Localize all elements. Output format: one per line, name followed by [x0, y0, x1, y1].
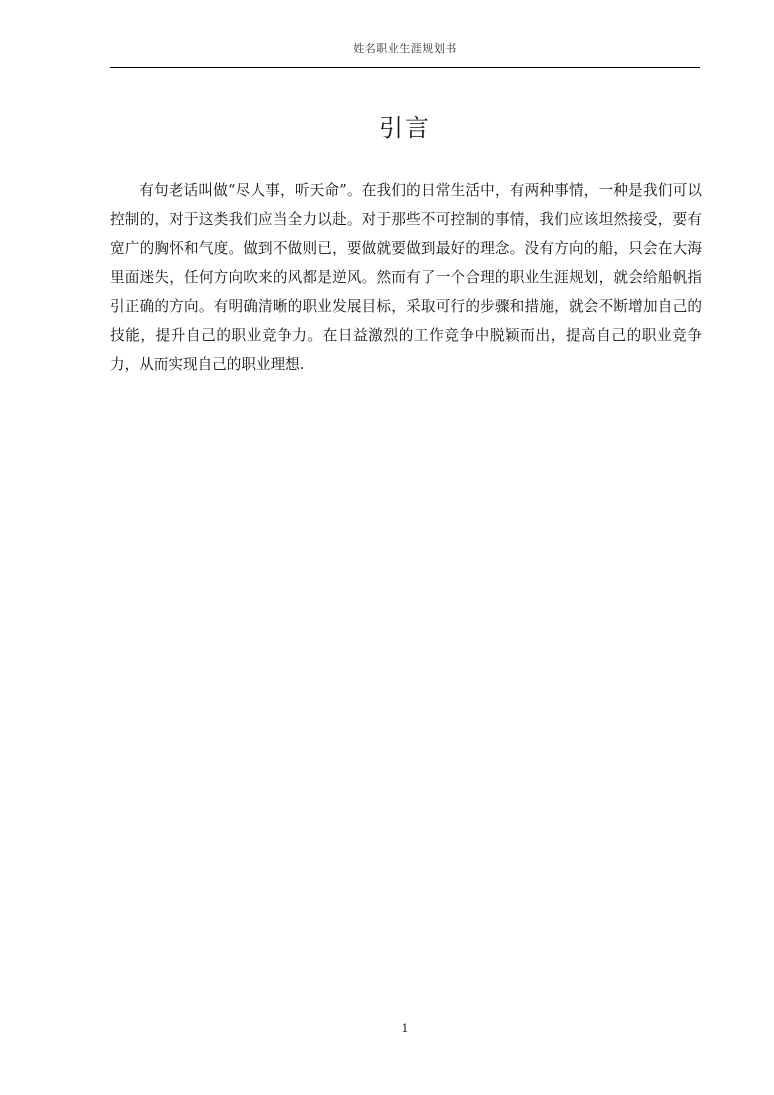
page-title: 引言 [379, 114, 431, 142]
header-divider [110, 67, 700, 68]
body-paragraph: 有句老话叫做“尽人事，听天命”。在我们的日常生活中，有两种事情，一种是我们可以控制的，对于这类我们应当全力以赴。对于那些不可控制的事情，我们应该坦然接受，要有宽广的胸怀和气度。做到不做则已，要做就要做到最好的理念。没有方向的船，只会在大海里面迷失，任何方向吹来的风都是逆风。然而有了一个合理的职业生涯规划，就会给船帆指引正确的方向。有明确清晰的职业发展目标，采取可行的步骤和措施，就会不断增加自己的技能，提升自己的职业竞争力。在日益激烈的工作竞争中脱颖而出，提高自己的职业竞争力，从而实现自己的职业理想. [110, 182, 702, 373]
page-number: 1 [401, 1022, 409, 1035]
running-header: 姓名职业生涯规划书 [353, 42, 457, 55]
